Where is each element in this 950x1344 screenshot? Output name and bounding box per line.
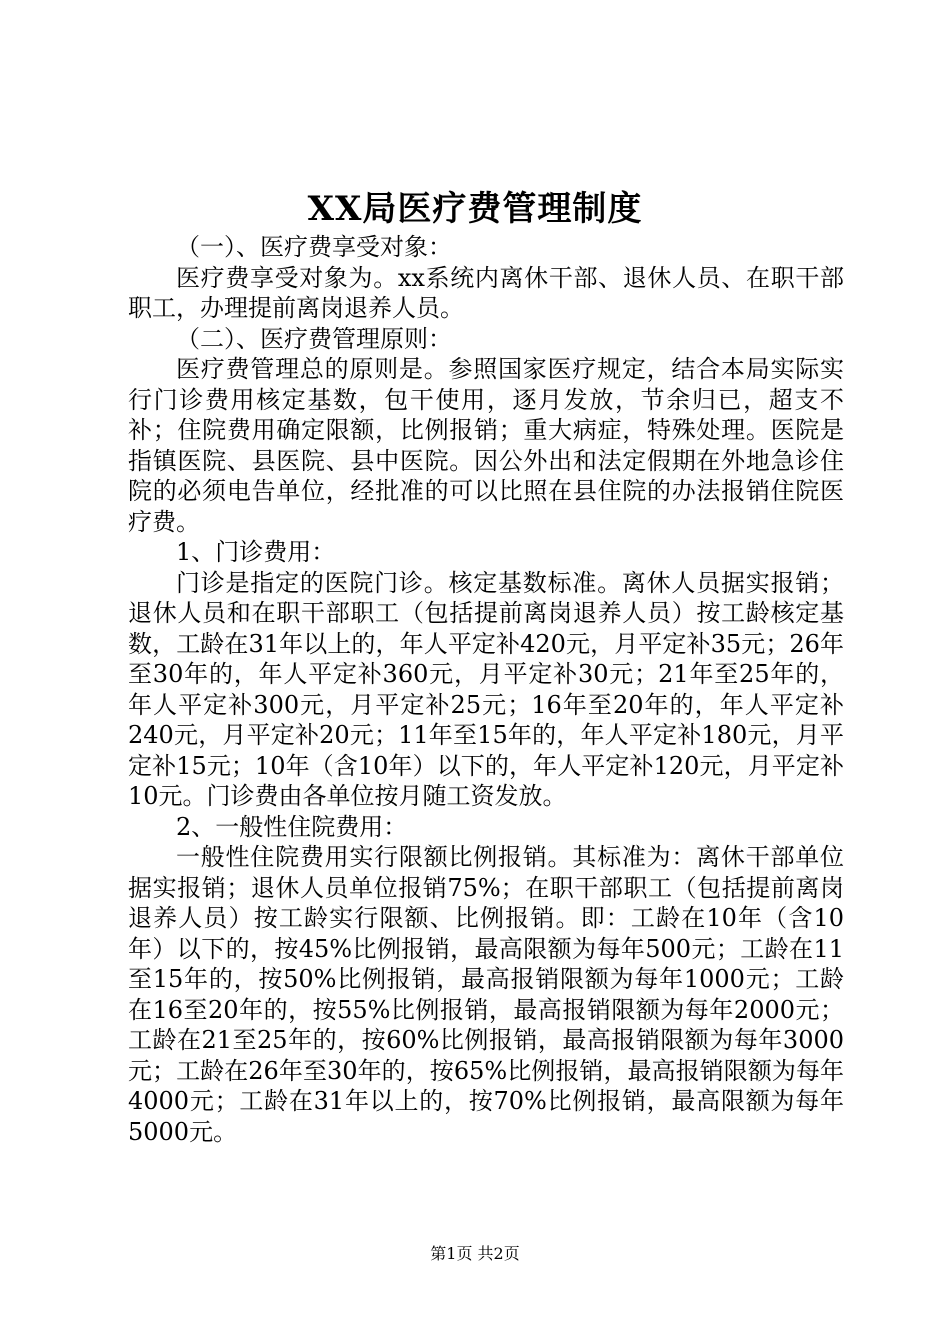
section-heading-2: （二）、医疗费管理原则： [176,324,452,353]
page-title: XX局医疗费管理制度 [307,189,643,229]
subsection-heading-outpatient: 1、门诊费用： [176,538,336,566]
document-body [128,232,844,1147]
paragraph-outpatient-fees: 门诊是指定的医院门诊。核定基数标准。离休人员据实报销；退休人员和在职干部职工（包括提前离岗退养人员）按工龄核定基数，工龄在31年以上的，年人平定补420元，月平定补35元；26年至30年的，年人平定补360元，月平定补30元；21年至25年的，年人平定补300元，月平定补25元；16年至20年的，年人平定补240元，月平定补20元；11年至15年的，年人平定补180元，月平定补15元；10年（含10年）以下的，年人平定补120元，月平定补10元。门诊费由各单位按月随工资发放。 [128,568,844,810]
page-footer: 第1页 共2页 [430,1244,520,1263]
paragraph-eligible-recipients: 医疗费享受对象为。xx系统内离休干部、退休人员、在职干部职工，办理提前离岗退养人员。 [128,263,844,322]
paragraph-management-principles: 医疗费管理总的原则是。参照国家医疗规定，结合本局实际实行门诊费用核定基数，包干使用，逐月发放，节余归已，超支不补；住院费用确定限额，比例报销；重大病症，特殊处理。医院是指镇医院、县医院、县中医院。因公外出和法定假期在外地急诊住院的必须电告单位，经批准的可以比照在县住院的办法报销住院医疗费。 [128,355,844,536]
paragraph-inpatient-fees: 一般性住院费用实行限额比例报销。其标准为：离休干部单位据实报销；退休人员单位报销75%；在职干部职工（包括提前离岗退养人员）按工龄实行限额、比例报销。即：工龄在10年（含10年）以下的，按45%比例报销，最高限额为每年500元；工龄在11至15年的，按50%比例报销，最高报销限额为每年1000元；工龄在16至20年的，按55%比例报销，最高报销限额为每年2000元；工龄在21至25年的，按60%比例报销，最高报销限额为每年3000元；工龄在26年至30年的，按65%比例报销，最高报销限额为每年4000元；工龄在31年以上的，按70%比例报销，最高限额为每年5000元。 [128,843,844,1146]
subsection-heading-inpatient: 2、一般性住院费用： [176,812,408,841]
section-heading-1: （一）、医疗费享受对象： [176,233,452,261]
